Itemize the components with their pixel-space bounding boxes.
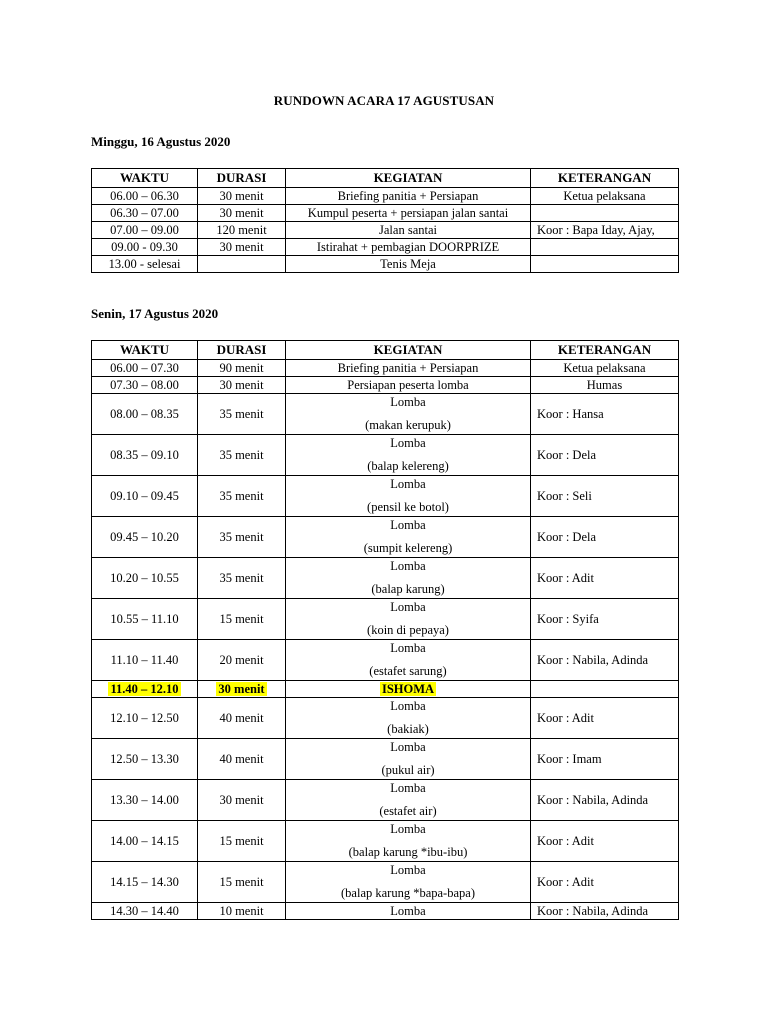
cell-kegiatan [286, 698, 531, 739]
cell-waktu: 12.50 – 13.30 [92, 739, 198, 780]
cell-keterangan: Koor : Dela [531, 517, 679, 558]
page-title: RUNDOWN ACARA 17 AGUSTUSAN [273, 93, 495, 108]
kegiatan-detail: (pensil ke botol) [367, 500, 449, 514]
cell-keterangan: Koor : Nabila, Adinda [531, 640, 679, 681]
cell-keterangan: Koor : Imam [531, 739, 679, 780]
cell-keterangan: Koor : Syifa [531, 599, 679, 640]
cell-keterangan: Koor : Nabila, Adinda [531, 780, 679, 821]
kegiatan-detail: (koin di pepaya) [367, 623, 449, 637]
table-row-ishoma [92, 681, 679, 698]
cell-durasi: 120 menit [198, 222, 286, 239]
cell-waktu: 14.00 – 14.15 [92, 821, 198, 862]
header-keterangan: KETERANGAN [531, 169, 679, 188]
cell-keterangan: Koor : Seli [531, 476, 679, 517]
kegiatan-detail: (pukul air) [381, 763, 435, 777]
cell-kegiatan [286, 821, 531, 862]
cell-waktu: 13.00 - selesai [92, 256, 198, 273]
cell-durasi: 35 menit [198, 517, 286, 558]
table-row [92, 476, 679, 517]
cell-durasi: 30 menit [198, 780, 286, 821]
table-row [92, 903, 679, 920]
cell-kegiatan [286, 780, 531, 821]
cell-keterangan [531, 205, 679, 222]
cell-kegiatan: Briefing panitia + Persiapan [286, 188, 531, 205]
cell-durasi: 35 menit [198, 394, 286, 435]
table-row [92, 377, 679, 394]
header-waktu: WAKTU [92, 341, 198, 360]
table-row [92, 517, 679, 558]
cell-kegiatan: Jalan santai [286, 222, 531, 239]
table-row [92, 435, 679, 476]
kegiatan-label: Lomba [390, 822, 426, 836]
kegiatan-label: Lomba [390, 781, 426, 795]
cell-kegiatan [286, 435, 531, 476]
kegiatan-detail: (bakiak) [387, 722, 429, 736]
cell-waktu: 10.55 – 11.10 [92, 599, 198, 640]
highlighted-text: 11.40 – 12.10 [110, 682, 179, 696]
cell-keterangan [531, 681, 679, 698]
cell-waktu: 06.00 – 06.30 [92, 188, 198, 205]
cell-keterangan: Koor : Dela [531, 435, 679, 476]
cell-durasi: 30 menit [198, 239, 286, 256]
cell-waktu: 06.00 – 07.30 [92, 360, 198, 377]
table-row [92, 821, 679, 862]
header-row [92, 169, 679, 188]
kegiatan-label: Lomba [390, 740, 426, 754]
cell-durasi: 20 menit [198, 640, 286, 681]
kegiatan-detail: (balap karung) [371, 582, 445, 596]
day1-heading: Minggu, 16 Agustus 2020 [91, 134, 231, 149]
table-row [92, 558, 679, 599]
cell-kegiatan [286, 476, 531, 517]
table-row [92, 239, 679, 256]
table-row [92, 739, 679, 780]
kegiatan-detail: (estafet air) [379, 804, 437, 818]
cell-kegiatan: Persiapan peserta lomba [286, 377, 531, 394]
kegiatan-label: Lomba [390, 699, 426, 713]
table-row [92, 360, 679, 377]
cell-waktu [92, 681, 198, 698]
cell-waktu: 14.30 – 14.40 [92, 903, 198, 920]
table-row [92, 698, 679, 739]
cell-keterangan: Ketua pelaksana [531, 188, 679, 205]
table-row [92, 188, 679, 205]
cell-kegiatan: Kumpul peserta + persiapan jalan santai [286, 205, 531, 222]
cell-waktu: 09.10 – 09.45 [92, 476, 198, 517]
header-keterangan: KETERANGAN [531, 341, 679, 360]
header-waktu: WAKTU [92, 169, 198, 188]
cell-durasi: 35 menit [198, 558, 286, 599]
table-row [92, 256, 679, 273]
kegiatan-detail: (sumpit kelereng) [363, 541, 453, 555]
highlighted-text: 30 menit [218, 682, 265, 696]
cell-durasi: 40 menit [198, 698, 286, 739]
table-row [92, 394, 679, 435]
header-kegiatan: KEGIATAN [286, 341, 531, 360]
cell-waktu: 14.15 – 14.30 [92, 862, 198, 903]
schedule-table-day2 [91, 340, 679, 920]
cell-kegiatan: Briefing panitia + Persiapan [286, 360, 531, 377]
cell-waktu: 13.30 – 14.00 [92, 780, 198, 821]
cell-waktu: 12.10 – 12.50 [92, 698, 198, 739]
cell-kegiatan [286, 739, 531, 780]
header-kegiatan: KEGIATAN [286, 169, 531, 188]
kegiatan-label: Lomba [390, 518, 426, 532]
cell-kegiatan [286, 862, 531, 903]
cell-waktu: 07.00 – 09.00 [92, 222, 198, 239]
cell-durasi: 30 menit [198, 188, 286, 205]
cell-durasi: 40 menit [198, 739, 286, 780]
kegiatan-detail: (makan kerupuk) [365, 418, 451, 432]
day2-heading: Senin, 17 Agustus 2020 [91, 306, 219, 321]
cell-kegiatan: Lomba [286, 903, 531, 920]
cell-durasi: 15 menit [198, 862, 286, 903]
cell-durasi [198, 681, 286, 698]
cell-keterangan: Koor : Adit [531, 821, 679, 862]
highlighted-text: ISHOMA [381, 682, 435, 696]
kegiatan-detail: (estafet sarung) [369, 664, 447, 678]
kegiatan-detail: (balap karung *bapa-bapa) [341, 886, 475, 900]
cell-keterangan: Koor : Adit [531, 558, 679, 599]
cell-durasi: 35 menit [198, 435, 286, 476]
cell-durasi: 30 menit [198, 205, 286, 222]
cell-keterangan: Koor : Nabila, Adinda [531, 903, 679, 920]
header-row [92, 341, 679, 360]
cell-durasi: 10 menit [198, 903, 286, 920]
table-row [92, 640, 679, 681]
kegiatan-label: Lomba [390, 477, 426, 491]
cell-waktu: 09.45 – 10.20 [92, 517, 198, 558]
cell-kegiatan [286, 599, 531, 640]
cell-kegiatan [286, 517, 531, 558]
cell-keterangan: Koor : Hansa [531, 394, 679, 435]
cell-durasi: 90 menit [198, 360, 286, 377]
cell-waktu: 09.00 - 09.30 [92, 239, 198, 256]
kegiatan-detail: (balap karung *ibu-ibu) [348, 845, 468, 859]
cell-keterangan [531, 256, 679, 273]
header-durasi: DURASI [198, 341, 286, 360]
kegiatan-detail: (balap kelereng) [367, 459, 449, 473]
kegiatan-label: Lomba [390, 436, 426, 450]
cell-waktu: 08.35 – 09.10 [92, 435, 198, 476]
cell-durasi: 15 menit [198, 599, 286, 640]
schedule-table-day1 [91, 168, 679, 273]
cell-waktu: 11.10 – 11.40 [92, 640, 198, 681]
cell-kegiatan [286, 681, 531, 698]
cell-keterangan: Koor : Adit [531, 698, 679, 739]
cell-kegiatan [286, 394, 531, 435]
table-row [92, 862, 679, 903]
kegiatan-label: Lomba [390, 863, 426, 877]
table-row [92, 205, 679, 222]
cell-kegiatan [286, 640, 531, 681]
table-row [92, 599, 679, 640]
cell-durasi: 30 menit [198, 377, 286, 394]
cell-keterangan [531, 239, 679, 256]
cell-kegiatan: Tenis Meja [286, 256, 531, 273]
cell-waktu: 06.30 – 07.00 [92, 205, 198, 222]
cell-durasi: 15 menit [198, 821, 286, 862]
kegiatan-label: Lomba [390, 559, 426, 573]
cell-keterangan: Koor : Adit [531, 862, 679, 903]
cell-waktu: 08.00 – 08.35 [92, 394, 198, 435]
table-row [92, 222, 679, 239]
header-durasi: DURASI [198, 169, 286, 188]
kegiatan-label: Lomba [390, 600, 426, 614]
cell-keterangan: Ketua pelaksana [531, 360, 679, 377]
cell-durasi: 35 menit [198, 476, 286, 517]
kegiatan-label: Lomba [390, 641, 426, 655]
cell-keterangan: Humas [531, 377, 679, 394]
cell-kegiatan [286, 558, 531, 599]
table-row [92, 780, 679, 821]
cell-waktu: 07.30 – 08.00 [92, 377, 198, 394]
cell-kegiatan: Istirahat + pembagian DOORPRIZE [286, 239, 531, 256]
kegiatan-label: Lomba [390, 395, 426, 409]
cell-keterangan: Koor : Bapa Iday, Ajay, [531, 222, 679, 239]
cell-durasi [198, 256, 286, 273]
cell-waktu: 10.20 – 10.55 [92, 558, 198, 599]
